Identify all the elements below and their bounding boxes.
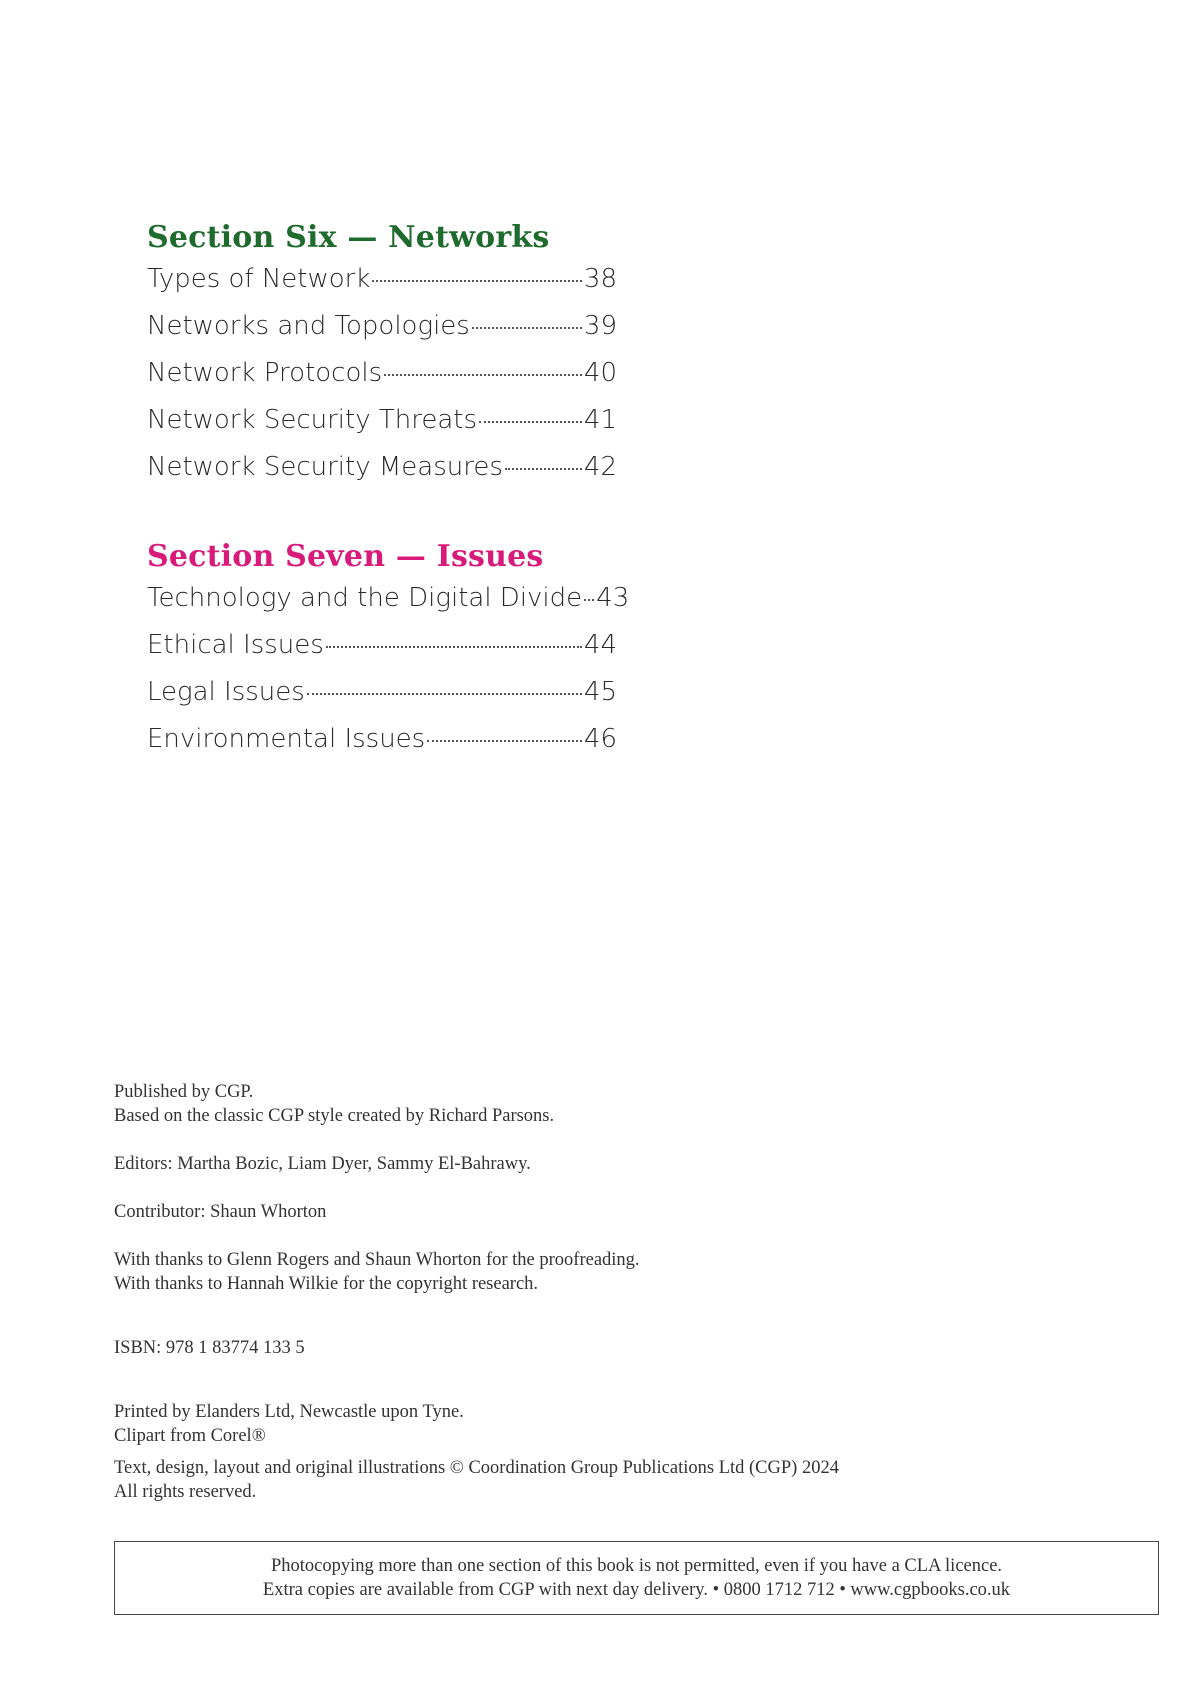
copyright-block <box>114 1456 1014 1504</box>
dot-leader <box>479 421 582 423</box>
notice-line-1: Photocopying more than one section of this book is not permitted, even if you have a CLA licence. <box>270 1556 1003 1576</box>
notice-line-2: Extra copies are available from CGP with next day delivery. • 0800 1712 712 • www.cgpbooks.co.uk <box>262 1580 1011 1600</box>
toc-entry <box>147 583 630 630</box>
editors-block <box>114 1152 1014 1176</box>
toc-entry <box>147 405 617 452</box>
toc-entry-title: Network Security Threats <box>147 405 478 435</box>
section-title: Section Seven — Issues <box>147 539 544 574</box>
toc-entry <box>147 358 617 405</box>
printer-block <box>114 1400 1014 1448</box>
printed-by-line: Printed by Elanders Ltd, Newcastle upon Tyne. <box>114 1402 464 1422</box>
toc-entry-title: Network Protocols <box>147 358 383 388</box>
toc-entry-page: 45 <box>583 677 617 707</box>
toc-entry-title: Technology and the Digital Divide <box>147 583 583 613</box>
toc-entry-title: Networks and Topologies <box>147 311 470 341</box>
toc-entry-page: 39 <box>583 311 617 341</box>
toc-entry-page: 44 <box>583 630 617 660</box>
thanks-block <box>114 1248 1014 1296</box>
isbn-line: ISBN: 978 1 83774 133 5 <box>114 1338 305 1358</box>
dot-leader <box>472 327 582 329</box>
clipart-line: Clipart from Corel® <box>114 1426 266 1446</box>
copyright-line: Text, design, layout and original illustrations © Coordination Group Publications Ltd (CGP) 2024 <box>114 1458 839 1478</box>
toc-entry-title: Environmental Issues <box>147 724 426 754</box>
isbn-block <box>114 1336 1014 1360</box>
dot-leader <box>307 693 582 695</box>
toc-entry-page: 43 <box>596 583 630 613</box>
publisher-block <box>114 1080 1014 1128</box>
contributor-block <box>114 1200 1014 1224</box>
contributor-line: Contributor: Shaun Whorton <box>114 1202 327 1222</box>
table-of-contents <box>147 216 630 807</box>
toc-entry <box>147 630 617 677</box>
dot-leader <box>384 374 582 376</box>
toc-entry <box>147 724 617 771</box>
thanks-copyright-line: With thanks to Hannah Wilkie for the copyright research. <box>114 1274 539 1294</box>
thanks-proofreading-line: With thanks to Glenn Rogers and Shaun Whorton for the proofreading. <box>114 1250 640 1270</box>
toc-entry-page: 46 <box>583 724 617 754</box>
dot-leader <box>326 646 582 648</box>
section-title: Section Six — Networks <box>147 220 550 255</box>
toc-entry-title: Legal Issues <box>147 677 305 707</box>
dot-leader <box>505 468 582 470</box>
toc-entry <box>147 452 617 499</box>
section-six <box>147 216 617 499</box>
toc-entry <box>147 677 617 724</box>
dot-leader <box>427 740 582 742</box>
toc-entry-title: Network Security Measures <box>147 452 503 482</box>
dot-leader <box>584 599 594 601</box>
toc-entry-title: Types of Network <box>147 264 371 294</box>
toc-entry-page: 40 <box>583 358 617 388</box>
toc-entry-page: 42 <box>583 452 617 482</box>
toc-entry-page: 41 <box>583 405 617 435</box>
toc-entry-title: Ethical Issues <box>147 630 324 660</box>
imprint <box>114 1080 1014 1528</box>
toc-entry <box>147 311 617 358</box>
editors-line: Editors: Martha Bozic, Liam Dyer, Sammy El-Bahrawy. <box>114 1154 531 1174</box>
published-line: Published by CGP. <box>114 1082 254 1102</box>
toc-entry-page: 38 <box>583 264 617 294</box>
dot-leader <box>372 280 581 282</box>
rights-line: All rights reserved. <box>114 1482 257 1502</box>
photocopy-notice-box <box>114 1541 1159 1615</box>
section-seven <box>147 535 630 771</box>
based-on-line: Based on the classic CGP style created by Richard Parsons. <box>114 1106 555 1126</box>
toc-entry <box>147 264 617 311</box>
